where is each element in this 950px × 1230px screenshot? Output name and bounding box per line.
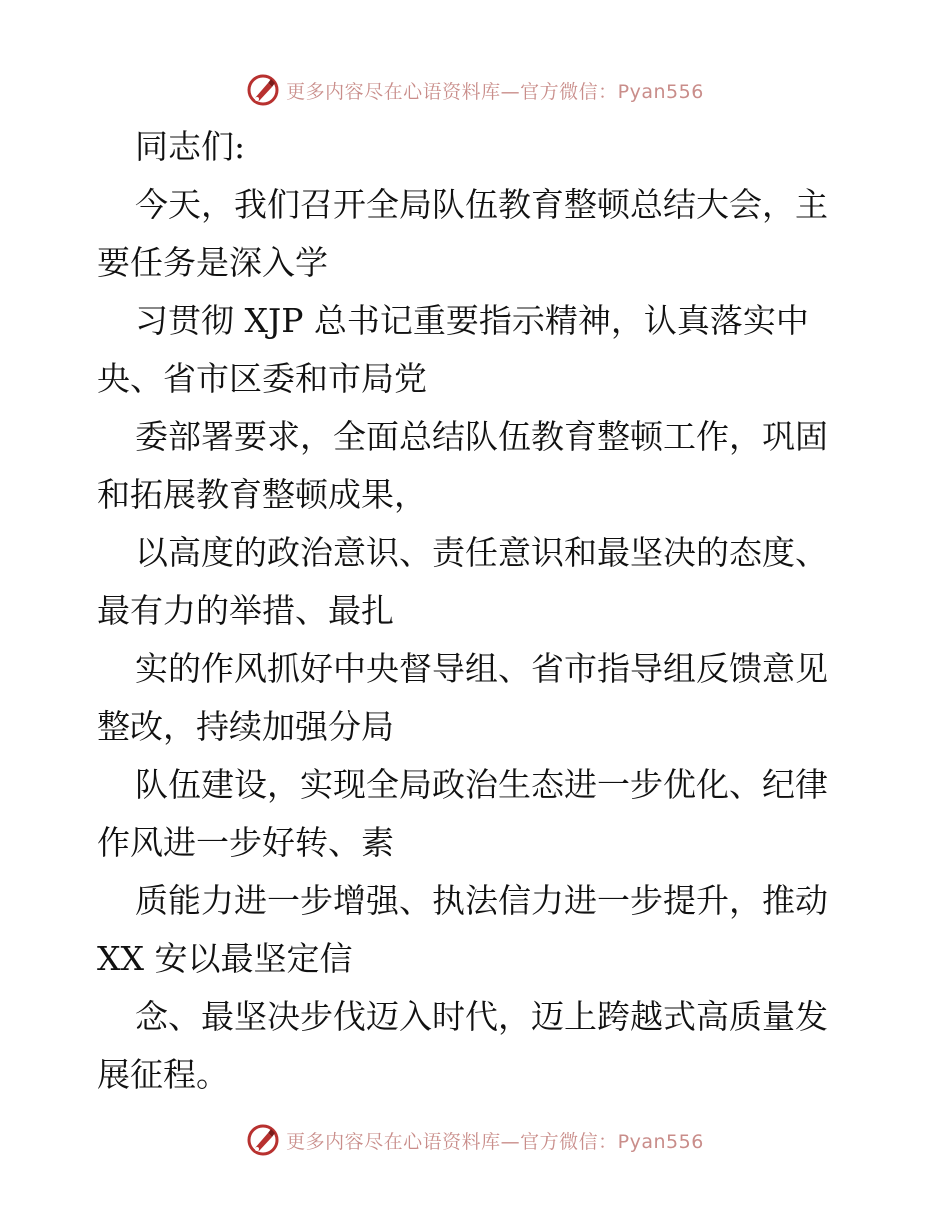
text-line-11: 队伍建设，实现全局政治生态进一步优化、纪律 bbox=[135, 765, 828, 804]
text-line-14: XX 安以最坚定信 bbox=[97, 939, 353, 978]
text-line-2: 要任务是深入学 bbox=[97, 243, 328, 282]
pen-seal-icon bbox=[246, 73, 280, 107]
text-line-8: 最有力的举措、最扎 bbox=[97, 591, 394, 630]
text-line-9: 实的作风抓好中央督导组、省市指导组反馈意见 bbox=[135, 649, 828, 688]
document-body bbox=[97, 118, 853, 1104]
text-line-1: 今天，我们召开全局队伍教育整顿总结大会，主 bbox=[135, 185, 828, 224]
text-line-6: 和拓展教育整顿成果， bbox=[97, 475, 427, 514]
text-line-3: 习贯彻 XJP 总书记重要指示精神，认真落实中 bbox=[135, 301, 809, 340]
text-line-15: 念、最坚决步伐迈入时代，迈上跨越式高质量发 bbox=[135, 997, 828, 1036]
text-line-5: 委部署要求，全面总结队伍教育整顿工作，巩固 bbox=[135, 417, 828, 456]
header-watermark bbox=[0, 70, 950, 110]
pen-seal-icon bbox=[246, 1123, 280, 1157]
text-line-16: 展征程。 bbox=[97, 1055, 229, 1094]
text-line-13: 质能力进一步增强、执法信力进一步提升，推动 bbox=[135, 881, 828, 920]
text-line-12: 作风进一步好转、素 bbox=[97, 823, 394, 862]
greeting: 同志们: bbox=[135, 127, 246, 166]
text-line-7: 以高度的政治意识、责任意识和最坚决的态度、 bbox=[135, 533, 828, 572]
footer-watermark bbox=[0, 1120, 950, 1160]
watermark-text: 更多内容尽在心语资料库—官方微信：Pyan556 bbox=[286, 1130, 704, 1153]
text-line-10: 整改，持续加强分局 bbox=[97, 707, 394, 746]
text-line-4: 央、省市区委和市局党 bbox=[97, 359, 427, 398]
watermark-text: 更多内容尽在心语资料库—官方微信：Pyan556 bbox=[286, 80, 704, 103]
